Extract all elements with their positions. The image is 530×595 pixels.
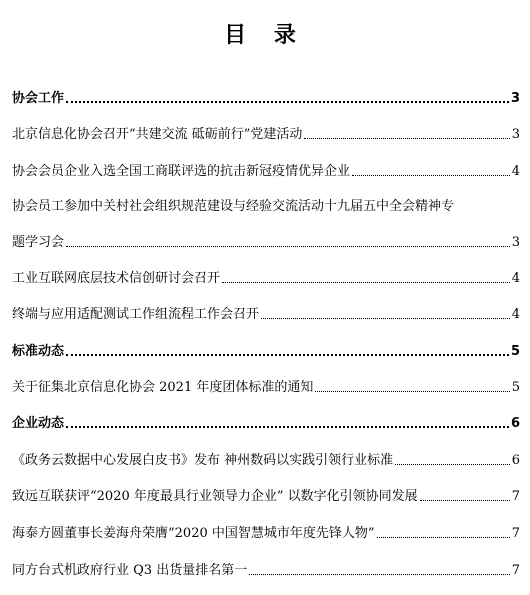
toc-section-association-work[interactable]: [12, 88, 520, 108]
toc-entry[interactable]: [12, 450, 520, 470]
dot-leader: [66, 425, 509, 428]
toc-entry[interactable]: [12, 232, 520, 252]
dot-leader: [261, 317, 510, 319]
page-number: 6: [511, 453, 520, 468]
toc-entry[interactable]: [12, 304, 520, 324]
page-number: 4: [511, 164, 520, 179]
toc-section-standards[interactable]: [12, 341, 520, 361]
page-number: 3: [511, 235, 520, 250]
entry-title: 工业互联网底层技术信创研讨会召开: [12, 271, 221, 286]
entry-title: 同方台式机政府行业 Q3 出货量排名第一: [12, 563, 248, 578]
page-number: 7: [511, 563, 520, 578]
dot-leader: [420, 499, 510, 501]
page-number: 4: [511, 271, 520, 286]
dot-leader: [352, 174, 510, 176]
page-number: 7: [511, 489, 520, 504]
dot-leader: [377, 536, 510, 538]
toc-entry-line-one[interactable]: 协会员工参加中关村社会组织规范建设与经验交流活动十九届五中全会精神专: [12, 199, 455, 214]
toc-entry[interactable]: [12, 523, 520, 543]
dot-leader: [249, 573, 510, 575]
page-title: 目 录: [224, 23, 306, 48]
page-number: 3: [511, 127, 520, 142]
toc-entry[interactable]: [12, 268, 520, 288]
section-heading: 标准动态: [12, 344, 65, 359]
page-number: 7: [511, 526, 520, 541]
dot-leader: [222, 281, 510, 283]
page-number: 3: [510, 91, 520, 106]
section-heading: 企业动态: [12, 416, 65, 431]
toc-entry[interactable]: [12, 486, 520, 506]
page-number: 5: [510, 344, 520, 359]
page-number: 5: [511, 380, 520, 395]
dot-leader: [66, 353, 509, 356]
page-number: 4: [511, 307, 520, 322]
entry-title: 《政务云数据中心发展白皮书》发布 神州数码以实践引领行业标准: [12, 453, 394, 468]
toc-entry[interactable]: [12, 161, 520, 181]
toc-section-enterprise-news[interactable]: [12, 413, 520, 433]
entry-title: 致远互联获评“2020 年度最具行业领导力企业” 以数字化引领协同发展: [12, 489, 418, 504]
entry-title: 北京信息化协会召开“共建交流 砥砺前行”党建活动: [12, 127, 303, 142]
dot-leader: [66, 100, 509, 103]
entry-title: 海泰方圆董事长姜海舟荣膺“2020 中国智慧城市年度先锋人物”: [12, 526, 375, 541]
dot-leader: [315, 390, 509, 392]
entry-title: 题学习会: [12, 235, 65, 250]
entry-title: 协会会员企业入选全国工商联评选的抗击新冠疫情优异企业: [12, 164, 351, 179]
toc-entry[interactable]: [12, 560, 520, 580]
page-number: 6: [510, 416, 520, 431]
dot-leader: [304, 137, 509, 139]
toc-entry[interactable]: [12, 377, 520, 397]
entry-title: 终端与应用适配测试工作组流程工作会召开: [12, 307, 260, 322]
section-heading: 协会工作: [12, 91, 65, 106]
toc-entry[interactable]: [12, 124, 520, 144]
entry-title: 关于征集北京信息化协会 2021 年度团体标准的通知: [12, 380, 314, 395]
dot-leader: [66, 245, 510, 247]
dot-leader: [395, 463, 510, 465]
